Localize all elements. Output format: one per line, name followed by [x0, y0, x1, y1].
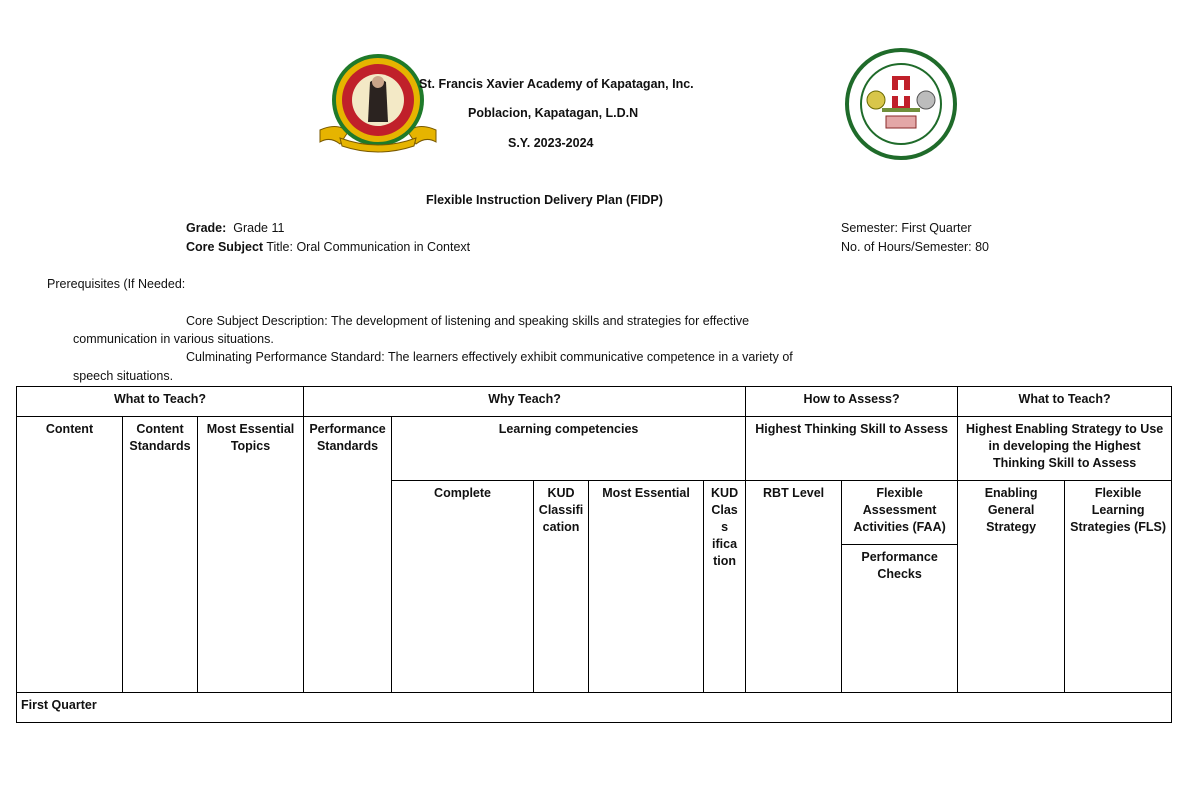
subject-label: Core Subject	[186, 240, 264, 254]
group-header-row	[17, 387, 1172, 417]
subject-title: Title: Oral Communication in Context	[263, 240, 471, 254]
group-why-teach: Why Teach?	[304, 387, 746, 417]
col-performance-standards: Performance Standards	[304, 417, 392, 693]
col-complete: Complete	[392, 481, 534, 693]
subject-line	[186, 240, 470, 254]
subject-description-line2: communication in various situations.	[73, 332, 274, 346]
hours-info: No. of Hours/Semester: 80	[841, 240, 989, 254]
col-highest-enabling-strategy: Highest Enabling Strategy to Use in developing the Highest Thinking Skill to Assess	[958, 417, 1172, 481]
col-kud-classification-1: KUD Classifi cation	[534, 481, 589, 693]
column-header-row	[17, 417, 1172, 481]
first-quarter-label: First Quarter	[17, 693, 1172, 723]
first-quarter-row	[17, 693, 1172, 723]
grade-value: Grade 11	[233, 221, 285, 235]
col-fls: Flexible Learning Strategies (FLS)	[1065, 481, 1172, 693]
prerequisites: Prerequisites (If Needed:	[47, 277, 186, 291]
school-address: Poblacion, Kapatagan, L.D.N	[468, 106, 639, 120]
col-content: Content	[17, 417, 123, 693]
school-name: St. Francis Xavier Academy of Kapatagan, Inc.	[419, 77, 694, 91]
group-what-to-teach: What to Teach?	[17, 387, 304, 417]
cluster-seal-logo	[842, 48, 960, 160]
col-faa: Flexible Assessment Activities (FAA)	[842, 481, 958, 545]
col-enabling-general-strategy: Enabling General Strategy	[958, 481, 1065, 693]
performance-standard-line2: speech situations.	[73, 369, 174, 383]
group-how-to-assess: How to Assess?	[746, 387, 958, 417]
school-seal-logo	[318, 52, 438, 154]
col-kud-classification-2: KUD Clas s ifica tion	[704, 481, 746, 693]
col-highest-thinking-skill: Highest Thinking Skill to Assess	[746, 417, 958, 481]
group-what-to-teach-2: What to Teach?	[958, 387, 1172, 417]
grade-label: Grade:	[186, 221, 227, 235]
document-title: Flexible Instruction Delivery Plan (FIDP)	[426, 193, 663, 207]
col-learning-competencies: Learning competencies	[392, 417, 746, 481]
col-performance-checks: Performance Checks	[842, 545, 958, 693]
col-rbt-level: RBT Level	[746, 481, 842, 693]
col-most-essential: Most Essential	[589, 481, 704, 693]
fidp-table	[16, 386, 1172, 723]
semester-info: Semester: First Quarter	[841, 221, 972, 235]
school-year: S.Y. 2023-2024	[508, 136, 594, 150]
col-most-essential-topics: Most Essential Topics	[198, 417, 304, 693]
col-content-standards: Content Standards	[123, 417, 198, 693]
subject-description-line1: Core Subject Description: The development of listening and speaking skills and strategies for effective	[186, 314, 750, 328]
performance-standard-line1: Culminating Performance Standard: The learners effectively exhibit communicative competence in a variety of	[186, 350, 793, 364]
grade-line	[186, 221, 284, 235]
